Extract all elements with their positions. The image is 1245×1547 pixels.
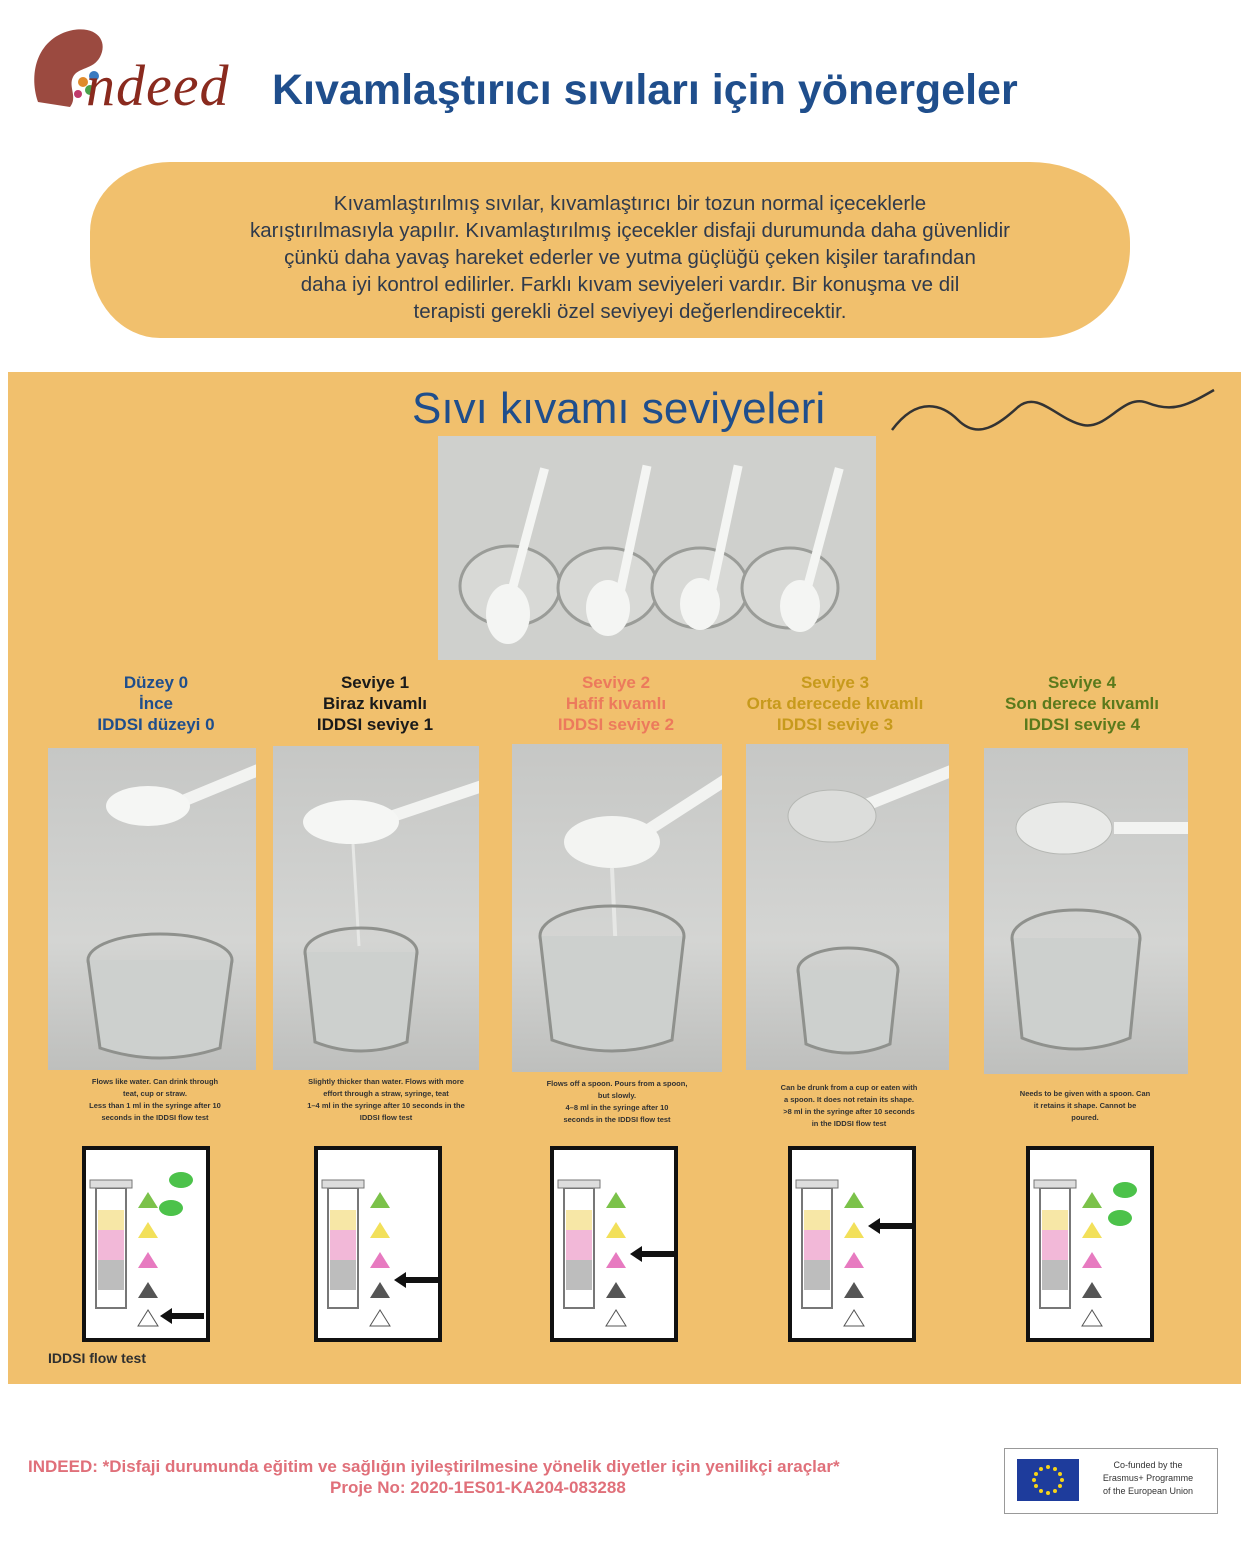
four-cups-photo (438, 436, 876, 660)
level-4-line2: Son derece kıvamlı (1004, 694, 1160, 713)
level-1-heading (255, 672, 495, 735)
indeed-logo (28, 22, 263, 122)
level-3-line2: Orta derecede kıvamlı (746, 694, 924, 713)
level-1-desc-line: 1–4 ml in the syringe after 10 seconds in the (307, 1101, 465, 1110)
level-2-desc-line: Flows off a spoon. Pours from a spoon, (546, 1079, 688, 1088)
level-0-line3: IDDSI düzeyi 0 (97, 715, 215, 734)
syringe-icon (792, 1150, 912, 1338)
level-4-line1: Seviye 4 (1047, 673, 1117, 692)
flow-test-caption: IDDSI flow test (48, 1350, 147, 1366)
level-2-desc-line: but slowly. (597, 1091, 637, 1100)
footer-project-number: Proje No: 2020-1ES01-KA204-083288 (330, 1478, 626, 1497)
eu-line: Erasmus+ Programme (1102, 1473, 1194, 1483)
level-3-flow-test-card (788, 1146, 916, 1342)
level-2-heading (496, 672, 736, 735)
level-2-line1: Seviye 2 (581, 673, 651, 692)
eu-line: Co-funded by the (1113, 1460, 1183, 1470)
level-4-desc-line: poured. (1071, 1113, 1099, 1122)
level-0-desc-line: Flows like water. Can drink through (91, 1077, 219, 1086)
level-1-line1: Seviye 1 (340, 673, 410, 692)
level-1-desc-line: IDDSI flow test (359, 1113, 413, 1122)
intro-text (160, 190, 1100, 325)
page-title: Kıvamlaştırıcı sıvıları için yönergeler (272, 66, 1018, 114)
intro-line: daha iyi kontrol edilirler. Farklı kıvam seviyeleri vardır. Bir konuşma ve dil (300, 273, 960, 296)
wave-decoration-icon (888, 385, 1218, 445)
syringe-icon (554, 1150, 674, 1338)
level-2-photo (512, 744, 722, 1072)
footer-project-title: INDEED: *Disfaji durumunda eğitim ve sağlığın iyileştirilmesine yönelik diyetler için yenilikçi araçlar* (28, 1457, 840, 1476)
level-0-desc-line: seconds in the IDDSI flow test (101, 1113, 209, 1122)
level-3-desc-line: Can be drunk from a cup or eaten with (780, 1083, 918, 1092)
level-0-line2: İnce (138, 694, 174, 713)
level-0-flow-test-card (82, 1146, 210, 1342)
level-0-desc-line: Less than 1 ml in the syringe after 10 (89, 1101, 221, 1110)
syringe-icon (1030, 1150, 1150, 1338)
level-2-line2: Hafif kıvamlı (565, 694, 667, 713)
intro-line: çünkü daha yavaş hareket ederler ve yutma güçlüğü çeken kişiler tarafından (284, 246, 976, 269)
logo-text: ndeed (86, 53, 230, 118)
level-4-line3: IDDSI seviye 4 (1023, 715, 1141, 734)
level-4-flow-test-card (1026, 1146, 1154, 1342)
level-1-line3: IDDSI seviye 1 (316, 715, 434, 734)
level-3-desc-line: in the IDDSI flow test (811, 1119, 887, 1128)
level-3-heading (715, 672, 955, 735)
level-0-desc-line: teat, cup or straw. (123, 1089, 187, 1098)
level-0-heading (36, 672, 276, 735)
level-4-desc-line: Needs to be given with a spoon. Can (1019, 1089, 1151, 1098)
intro-line: Kıvamlaştırılmış sıvılar, kıvamlaştırıcı bir tozun normal içeceklerle (333, 192, 927, 215)
syringe-icon (86, 1150, 206, 1338)
level-1-flow-test-card (314, 1146, 442, 1342)
level-0-line1: Düzey 0 (123, 673, 189, 692)
eu-text (1085, 1459, 1211, 1498)
level-1-desc-line: effort through a straw, syringe, teat (323, 1089, 449, 1098)
syringe-icon (318, 1150, 438, 1338)
level-1-desc-line: Slightly thicker than water. Flows with more (308, 1077, 464, 1086)
level-4-heading (962, 672, 1202, 735)
level-1-line2: Biraz kıvamlı (323, 694, 427, 713)
level-0-photo (48, 748, 256, 1070)
eu-flag-icon (1017, 1459, 1079, 1501)
level-2-desc-line: seconds in the IDDSI flow test (563, 1115, 671, 1124)
level-4-photo (984, 748, 1188, 1074)
eu-cofunded-badge (1004, 1448, 1218, 1514)
level-3-desc-line: a spoon. It does not retain its shape. (783, 1095, 915, 1104)
level-4-description (980, 1088, 1190, 1124)
level-2-description (512, 1078, 722, 1126)
level-3-photo (746, 744, 949, 1070)
level-2-flow-test-card (550, 1146, 678, 1342)
level-1-photo (273, 746, 479, 1070)
section-title: Sıvı kıvamı seviyeleri (412, 384, 826, 433)
level-2-desc-line: 4–8 ml in the syringe after 10 (565, 1103, 669, 1112)
level-0-description (50, 1076, 260, 1124)
level-2-line3: IDDSI seviye 2 (557, 715, 675, 734)
level-4-desc-line: it retains it shape. Cannot be (1033, 1101, 1137, 1110)
level-3-line1: Seviye 3 (800, 673, 870, 692)
level-1-description (268, 1076, 504, 1124)
eu-line: of the European Union (1102, 1486, 1194, 1496)
level-3-desc-line: >8 ml in the syringe after 10 seconds (783, 1107, 915, 1116)
intro-line: karıştırılmasıyla yapılır. Kıvamlaştırılmış içecekler disfaji durumunda daha güvenlidir (250, 219, 1010, 242)
intro-line: terapisti gerekli özel seviyeyi değerlendirecektir. (413, 300, 847, 323)
level-3-line3: IDDSI seviye 3 (776, 715, 894, 734)
level-3-description (740, 1082, 958, 1130)
